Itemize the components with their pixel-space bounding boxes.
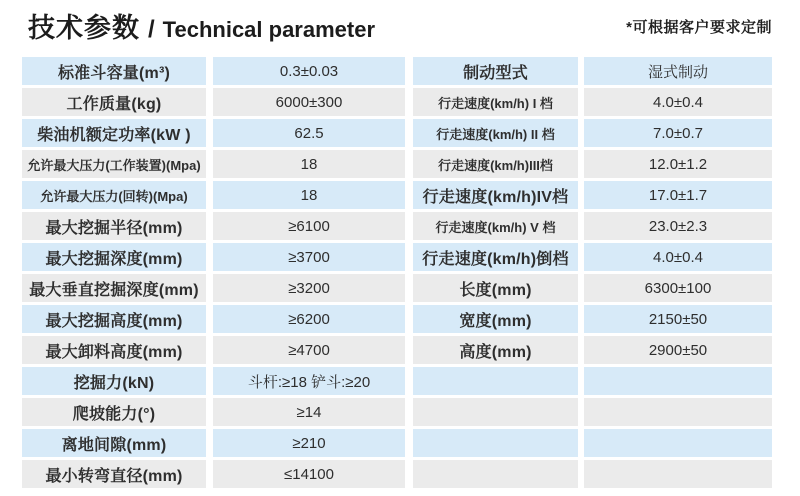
- param-label-cell: 行走速度(km/h)III档: [413, 150, 578, 178]
- table-row: [413, 460, 772, 488]
- param-label-cell: [413, 460, 578, 488]
- param-value-cell: 斗杆:≥18 铲斗:≥20: [213, 367, 405, 395]
- param-value-cell: ≤14100: [213, 460, 405, 488]
- table-row: [22, 150, 405, 178]
- param-value-cell: ≥3200: [213, 274, 405, 302]
- page-title: [28, 6, 375, 45]
- param-value-cell: ≥3700: [213, 243, 405, 271]
- page-title-chinese: 技术参数: [28, 13, 140, 43]
- param-label-cell: 爬坡能力(°): [22, 398, 206, 426]
- param-value-cell: 12.0±1.2: [584, 150, 772, 178]
- param-value-cell: ≥14: [213, 398, 405, 426]
- param-label-cell: [413, 367, 578, 395]
- param-label-cell: 制动型式: [413, 57, 578, 85]
- param-label-cell: 最大挖掘深度(mm): [22, 243, 206, 271]
- param-label-cell: 柴油机额定功率(kW ): [22, 119, 206, 147]
- table-row: [413, 119, 772, 147]
- left-parameter-table: [22, 57, 405, 488]
- table-row: [413, 181, 772, 209]
- param-value-cell: ≥6200: [213, 305, 405, 333]
- param-value-cell: [584, 367, 772, 395]
- param-value-cell: 2150±50: [584, 305, 772, 333]
- table-row: [22, 212, 405, 240]
- table-row: [22, 181, 405, 209]
- param-label-cell: [413, 429, 578, 457]
- param-value-cell: 6300±100: [584, 274, 772, 302]
- table-row: [413, 243, 772, 271]
- param-label-cell: 最大卸料高度(mm): [22, 336, 206, 364]
- param-label-cell: 行走速度(km/h)IV档: [413, 181, 578, 209]
- right-parameter-table: [413, 57, 772, 488]
- param-value-cell: ≥4700: [213, 336, 405, 364]
- table-row: [22, 460, 405, 488]
- param-value-cell: 6000±300: [213, 88, 405, 116]
- table-row: [413, 336, 772, 364]
- param-label-cell: 行走速度(km/h)倒档: [413, 243, 578, 271]
- param-value-cell: 23.0±2.3: [584, 212, 772, 240]
- table-row: [413, 150, 772, 178]
- param-value-cell: 7.0±0.7: [584, 119, 772, 147]
- param-value-cell: 17.0±1.7: [584, 181, 772, 209]
- param-label-cell: 最大挖掘高度(mm): [22, 305, 206, 333]
- table-row: [22, 243, 405, 271]
- param-value-cell: 18: [213, 150, 405, 178]
- param-value-cell: ≥210: [213, 429, 405, 457]
- param-label-cell: 离地间隙(mm): [22, 429, 206, 457]
- param-label-cell: 宽度(mm): [413, 305, 578, 333]
- param-value-cell: 4.0±0.4: [584, 88, 772, 116]
- param-value-cell: 0.3±0.03: [213, 57, 405, 85]
- table-row: [22, 305, 405, 333]
- table-row: [22, 398, 405, 426]
- param-value-cell: 62.5: [213, 119, 405, 147]
- table-row: [22, 57, 405, 85]
- param-value-cell: 4.0±0.4: [584, 243, 772, 271]
- param-label-cell: 长度(mm): [413, 274, 578, 302]
- param-label-cell: 行走速度(km/h) I 档: [413, 88, 578, 116]
- table-row: [22, 119, 405, 147]
- table-row: [413, 274, 772, 302]
- param-value-cell: [584, 398, 772, 426]
- table-row: [413, 367, 772, 395]
- table-row: [413, 57, 772, 85]
- param-label-cell: 最小转弯直径(mm): [22, 460, 206, 488]
- table-row: [22, 367, 405, 395]
- table-row: [413, 398, 772, 426]
- customization-note: *可根据客户要求定制: [626, 19, 772, 36]
- param-label-cell: 允许最大压力(回转)(Mpa): [22, 181, 206, 209]
- table-row: [413, 429, 772, 457]
- table-row: [22, 336, 405, 364]
- table-row: [22, 88, 405, 116]
- param-value-cell: [584, 429, 772, 457]
- param-value-cell: [584, 460, 772, 488]
- table-row: [22, 274, 405, 302]
- param-label-cell: 挖掘力(kN): [22, 367, 206, 395]
- param-label-cell: 行走速度(km/h) II 档: [413, 119, 578, 147]
- page-title-separator: /: [148, 16, 155, 43]
- param-value-cell: 18: [213, 181, 405, 209]
- param-label-cell: 标准斗容量(m³): [22, 57, 206, 85]
- param-label-cell: [413, 398, 578, 426]
- param-label-cell: 工作质量(kg): [22, 88, 206, 116]
- param-label-cell: 最大垂直挖掘深度(mm): [22, 274, 206, 302]
- param-label-cell: 允许最大压力(工作装置)(Mpa): [22, 150, 206, 178]
- table-row: [22, 429, 405, 457]
- table-row: [413, 305, 772, 333]
- param-label-cell: 高度(mm): [413, 336, 578, 364]
- param-label-cell: 最大挖掘半径(mm): [22, 212, 206, 240]
- param-value-cell: 2900±50: [584, 336, 772, 364]
- page-title-english: Technical parameter: [162, 17, 376, 42]
- table-row: [413, 88, 772, 116]
- param-label-cell: 行走速度(km/h) V 档: [413, 212, 578, 240]
- param-value-cell: 湿式制动: [584, 57, 772, 85]
- param-value-cell: ≥6100: [213, 212, 405, 240]
- table-row: [413, 212, 772, 240]
